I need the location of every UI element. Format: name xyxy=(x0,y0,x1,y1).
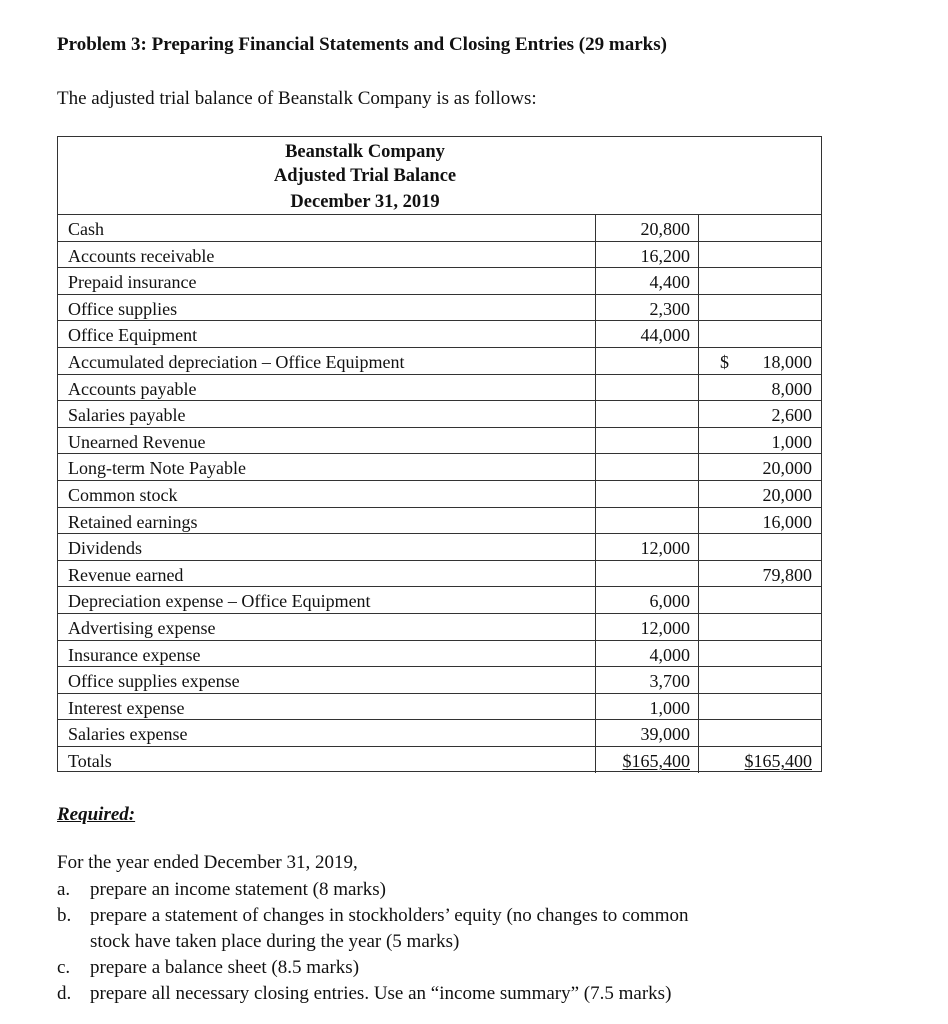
item-text: prepare a balance sheet (8.5 marks) xyxy=(90,957,360,978)
account-name: Accounts payable xyxy=(68,378,197,399)
table-row xyxy=(58,587,822,614)
account-name: Long-term Note Payable xyxy=(68,458,246,479)
account-name: Depreciation expense – Office Equipment xyxy=(68,591,371,612)
required-item xyxy=(57,957,857,983)
account-name: Interest expense xyxy=(68,697,185,718)
table-row xyxy=(58,641,822,668)
account-name: Accounts receivable xyxy=(68,245,215,266)
table-row xyxy=(58,561,822,588)
credit-value: 20,000 xyxy=(762,458,812,479)
debit-amount: 44,000 xyxy=(640,325,690,346)
debit-amount: 20,800 xyxy=(640,219,690,239)
table-row xyxy=(58,747,822,774)
debit-amount: 16,200 xyxy=(640,245,690,266)
statement-date: December 31, 2019 xyxy=(290,192,440,212)
table-row xyxy=(58,268,822,295)
item-text: prepare a statement of changes in stockholders’ equity (no changes to common xyxy=(90,905,689,926)
credit-amount xyxy=(718,458,812,479)
item-letter: c. xyxy=(57,957,71,978)
debit-amount: 4,400 xyxy=(649,272,690,293)
debit-amount: 4,000 xyxy=(649,644,690,665)
table-row xyxy=(58,295,822,322)
credit-amount xyxy=(718,379,812,400)
trial-balance-table xyxy=(57,136,822,772)
credit-value: 2,600 xyxy=(771,405,812,426)
account-name: Salaries payable xyxy=(68,405,186,426)
table-row xyxy=(58,667,822,694)
credit-value: 79,800 xyxy=(762,564,812,585)
credit-amount xyxy=(718,512,812,533)
account-name: Insurance expense xyxy=(68,644,201,665)
problem-title: Problem 3: Preparing Financial Statements and Closing Entries (29 marks) xyxy=(57,34,667,55)
account-name: Salaries expense xyxy=(68,724,188,745)
credit-value: 20,000 xyxy=(762,485,812,505)
debit-amount: 12,000 xyxy=(640,538,690,559)
table-row xyxy=(58,614,822,641)
company-name: Beanstalk Company xyxy=(285,142,445,162)
table-row xyxy=(58,454,822,481)
credit-value: 16,000 xyxy=(762,511,812,532)
statement-title: Adjusted Trial Balance xyxy=(273,166,457,186)
required-lead: For the year ended December 31, 2019, xyxy=(57,852,358,873)
table-row xyxy=(58,428,822,455)
table-row xyxy=(58,534,822,561)
debit-amount: 1,000 xyxy=(649,697,690,718)
table-row xyxy=(58,481,822,508)
account-name: Accumulated depreciation – Office Equipment xyxy=(68,352,405,372)
table-row xyxy=(58,215,822,242)
credit-amount xyxy=(718,485,812,506)
item-letter: a. xyxy=(57,879,71,900)
item-text: prepare all necessary closing entries. Use an “income summary” (7.5 marks) xyxy=(90,983,672,1004)
intro-text: The adjusted trial balance of Beanstalk Company is as follows: xyxy=(57,88,537,109)
item-letter: b. xyxy=(57,905,72,926)
debit-amount: 6,000 xyxy=(649,591,690,612)
table-row xyxy=(58,720,822,747)
debit-amount: 3,700 xyxy=(649,671,690,692)
credit-amount xyxy=(718,751,812,772)
required-item xyxy=(57,879,857,905)
account-name: Advertising expense xyxy=(68,618,216,638)
item-text: prepare an income statement (8 marks) xyxy=(90,879,386,900)
debit-amount: 2,300 xyxy=(649,298,690,319)
account-name: Totals xyxy=(68,751,112,771)
account-name: Office supplies xyxy=(68,298,178,319)
required-heading: Required: xyxy=(57,804,136,825)
account-name: Dividends xyxy=(68,538,142,559)
credit-amount xyxy=(718,432,812,453)
account-name: Office Equipment xyxy=(68,325,198,346)
credit-amount xyxy=(718,405,812,426)
required-item xyxy=(57,905,857,957)
required-item xyxy=(57,983,857,1009)
item-text: stock have taken place during the year (5 marks) xyxy=(90,931,460,952)
table-row xyxy=(58,242,822,269)
credit-amount xyxy=(718,352,812,373)
credit-value: 1,000 xyxy=(771,431,812,452)
currency-symbol: $ xyxy=(720,352,729,372)
account-name: Retained earnings xyxy=(68,511,198,532)
account-name: Cash xyxy=(68,219,104,239)
account-name: Unearned Revenue xyxy=(68,431,206,452)
debit-amount: 12,000 xyxy=(640,618,690,638)
account-name: Prepaid insurance xyxy=(68,272,197,293)
trial-balance-header xyxy=(58,137,822,215)
debit-amount: 39,000 xyxy=(640,724,690,745)
debit-amount: $165,400 xyxy=(622,751,690,771)
table-row xyxy=(58,508,822,535)
table-row xyxy=(58,401,822,428)
credit-amount xyxy=(718,565,812,586)
account-name: Common stock xyxy=(68,485,178,505)
table-row xyxy=(58,348,822,375)
account-name: Office supplies expense xyxy=(68,671,240,692)
credit-value: 18,000 xyxy=(762,352,812,372)
account-name: Revenue earned xyxy=(68,564,184,585)
table-row xyxy=(58,375,822,402)
table-row xyxy=(58,321,822,348)
credit-value: 8,000 xyxy=(771,378,812,399)
credit-value: $165,400 xyxy=(744,751,812,771)
item-letter: d. xyxy=(57,983,72,1004)
table-row xyxy=(58,694,822,721)
